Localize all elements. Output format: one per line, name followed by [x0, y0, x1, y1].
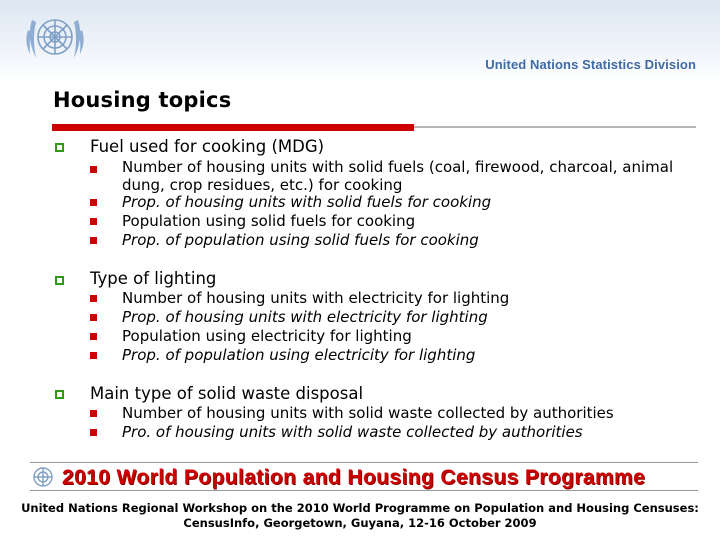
list-item: Prop. of population using solid fuels for cooking: [122, 231, 479, 249]
title-rule: [414, 126, 696, 128]
footer-line: United Nations Regional Workshop on the 2010 World Programme on Population and Housing Censuses:: [21, 501, 699, 515]
list-item: Pro. of housing units with solid waste collected by authorities: [122, 423, 583, 441]
square-bullet-icon: [90, 199, 97, 206]
square-bullet-icon: [90, 410, 97, 417]
square-bullet-icon: [55, 276, 64, 285]
square-bullet-icon: [90, 166, 97, 173]
square-bullet-icon: [90, 237, 97, 244]
footer-rule: [30, 462, 698, 463]
list-item: Prop. of housing units with electricity for lighting: [122, 308, 488, 326]
square-bullet-icon: [90, 352, 97, 359]
list-item: Number of housing units with solid fuels (coal, firewood, charcoal, animal dung, crop residues, etc.) for cooking: [122, 158, 674, 194]
un-emblem-icon: [18, 8, 92, 70]
square-bullet-icon: [90, 314, 97, 321]
square-bullet-icon: [55, 143, 64, 152]
footer-line: CensusInfo, Georgetown, Guyana, 12-16 October 2009: [183, 516, 537, 530]
title-rule-accent: [52, 124, 414, 131]
list-item: Number of housing units with electricity for lighting: [122, 289, 510, 307]
census-logo-icon: [28, 466, 58, 488]
square-bullet-icon: [55, 390, 64, 399]
square-bullet-icon: [90, 333, 97, 340]
topic-label: Fuel used for cooking (MDG): [90, 137, 325, 156]
list-item: Population using electricity for lighting: [122, 327, 412, 345]
census-programme-banner: 2010 World Population and Housing Census Programme: [62, 466, 646, 489]
square-bullet-icon: [90, 295, 97, 302]
square-bullet-icon: [90, 218, 97, 225]
topic-label: Type of lighting: [90, 269, 217, 288]
square-bullet-icon: [90, 429, 97, 436]
list-item: Population using solid fuels for cooking: [122, 212, 416, 230]
page-title: Housing topics: [53, 88, 232, 112]
list-item: Prop. of population using electricity for lighting: [122, 346, 476, 364]
division-name: United Nations Statistics Division: [485, 57, 696, 72]
footer-caption: [0, 501, 720, 531]
footer-rule: [30, 490, 698, 491]
topic-label: Main type of solid waste disposal: [90, 384, 364, 403]
list-item: Number of housing units with solid waste collected by authorities: [122, 404, 614, 422]
list-item: Prop. of housing units with solid fuels for cooking: [122, 193, 492, 211]
